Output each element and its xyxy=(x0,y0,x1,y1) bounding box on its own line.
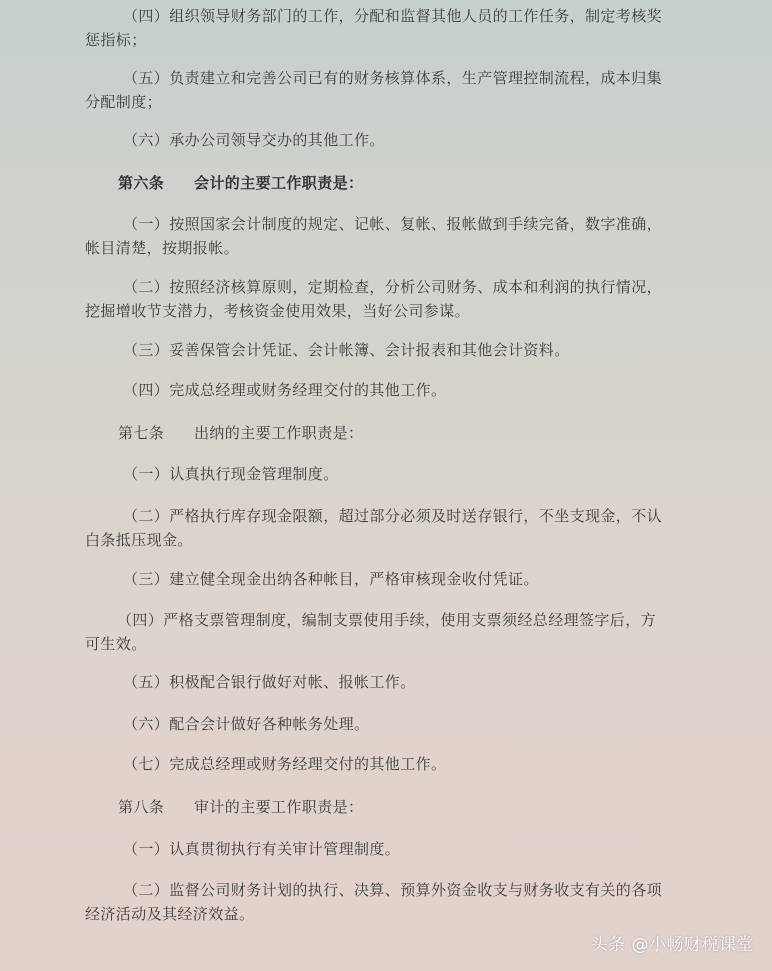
paragraph: （五）积极配合银行做好对帐、报帐工作。 xyxy=(123,673,416,691)
paragraph: （五）负责建立和完善公司已有的财务核算体系，生产管理控制流程，成本归集分配制度； xyxy=(85,69,663,111)
paragraph: （二）监督公司财务计划的执行、决算、预算外资金收支与财务收支有关的各项经济活动及其经济效益。 xyxy=(85,881,663,923)
paragraph: （二）严格执行库存现金限额，超过部分必须及时送存银行，不坐支现金，不认白条抵压现金。 xyxy=(85,507,663,549)
paragraph: （二）按照经济核算原则，定期检查，分析公司财务、成本和利润的执行情况，挖掘增收节支潜力，考核资金使用效果，当好公司参谋。 xyxy=(85,278,663,320)
paragraph: （一）认真贯彻执行有关审计管理制度。 xyxy=(123,840,401,858)
article-heading-8 xyxy=(85,795,670,819)
paragraph: （三）建立健全现金出纳各种帐目，严格审核现金收付凭证。 xyxy=(123,570,539,588)
paragraph: （四）组织领导财务部门的工作，分配和监督其他人员的工作任务，制定考核奖惩指标； xyxy=(85,7,663,49)
watermark-label: 头条 @小畅财税课堂 xyxy=(590,935,754,955)
paragraph: （六）承办公司领导交办的其他工作。 xyxy=(123,131,385,149)
article-number: 第六条 xyxy=(118,174,165,192)
paragraph: （六）配合会计做好各种帐务处理。 xyxy=(123,715,370,733)
paragraph: （一）按照国家会计制度的规定、记帐、复帐、报帐做到手续完备，数字准确，帐目清楚，按期报帐。 xyxy=(85,215,663,257)
paragraph: （四）严格支票管理制度，编制支票使用手续，使用支票须经总经理签字后，方可生效。 xyxy=(85,611,657,653)
article-number: 第八条 xyxy=(118,798,165,816)
paragraph: （三）妥善保管会计凭证、会计帐簿、会计报表和其他会计资料。 xyxy=(123,341,570,359)
article-heading-7 xyxy=(85,421,670,445)
paragraph: （四）完成总经理或财务经理交付的其他工作。 xyxy=(123,381,447,399)
article-heading-6 xyxy=(85,171,670,195)
article-title: 出纳的主要工作职责是： xyxy=(194,424,364,442)
paragraph: （一）认真执行现金管理制度。 xyxy=(123,465,339,483)
article-title: 会计的主要工作职责是： xyxy=(194,174,364,192)
article-number: 第七条 xyxy=(118,424,165,442)
article-title: 审计的主要工作职责是： xyxy=(194,798,364,816)
paragraph: （七）完成总经理或财务经理交付的其他工作。 xyxy=(123,755,447,773)
